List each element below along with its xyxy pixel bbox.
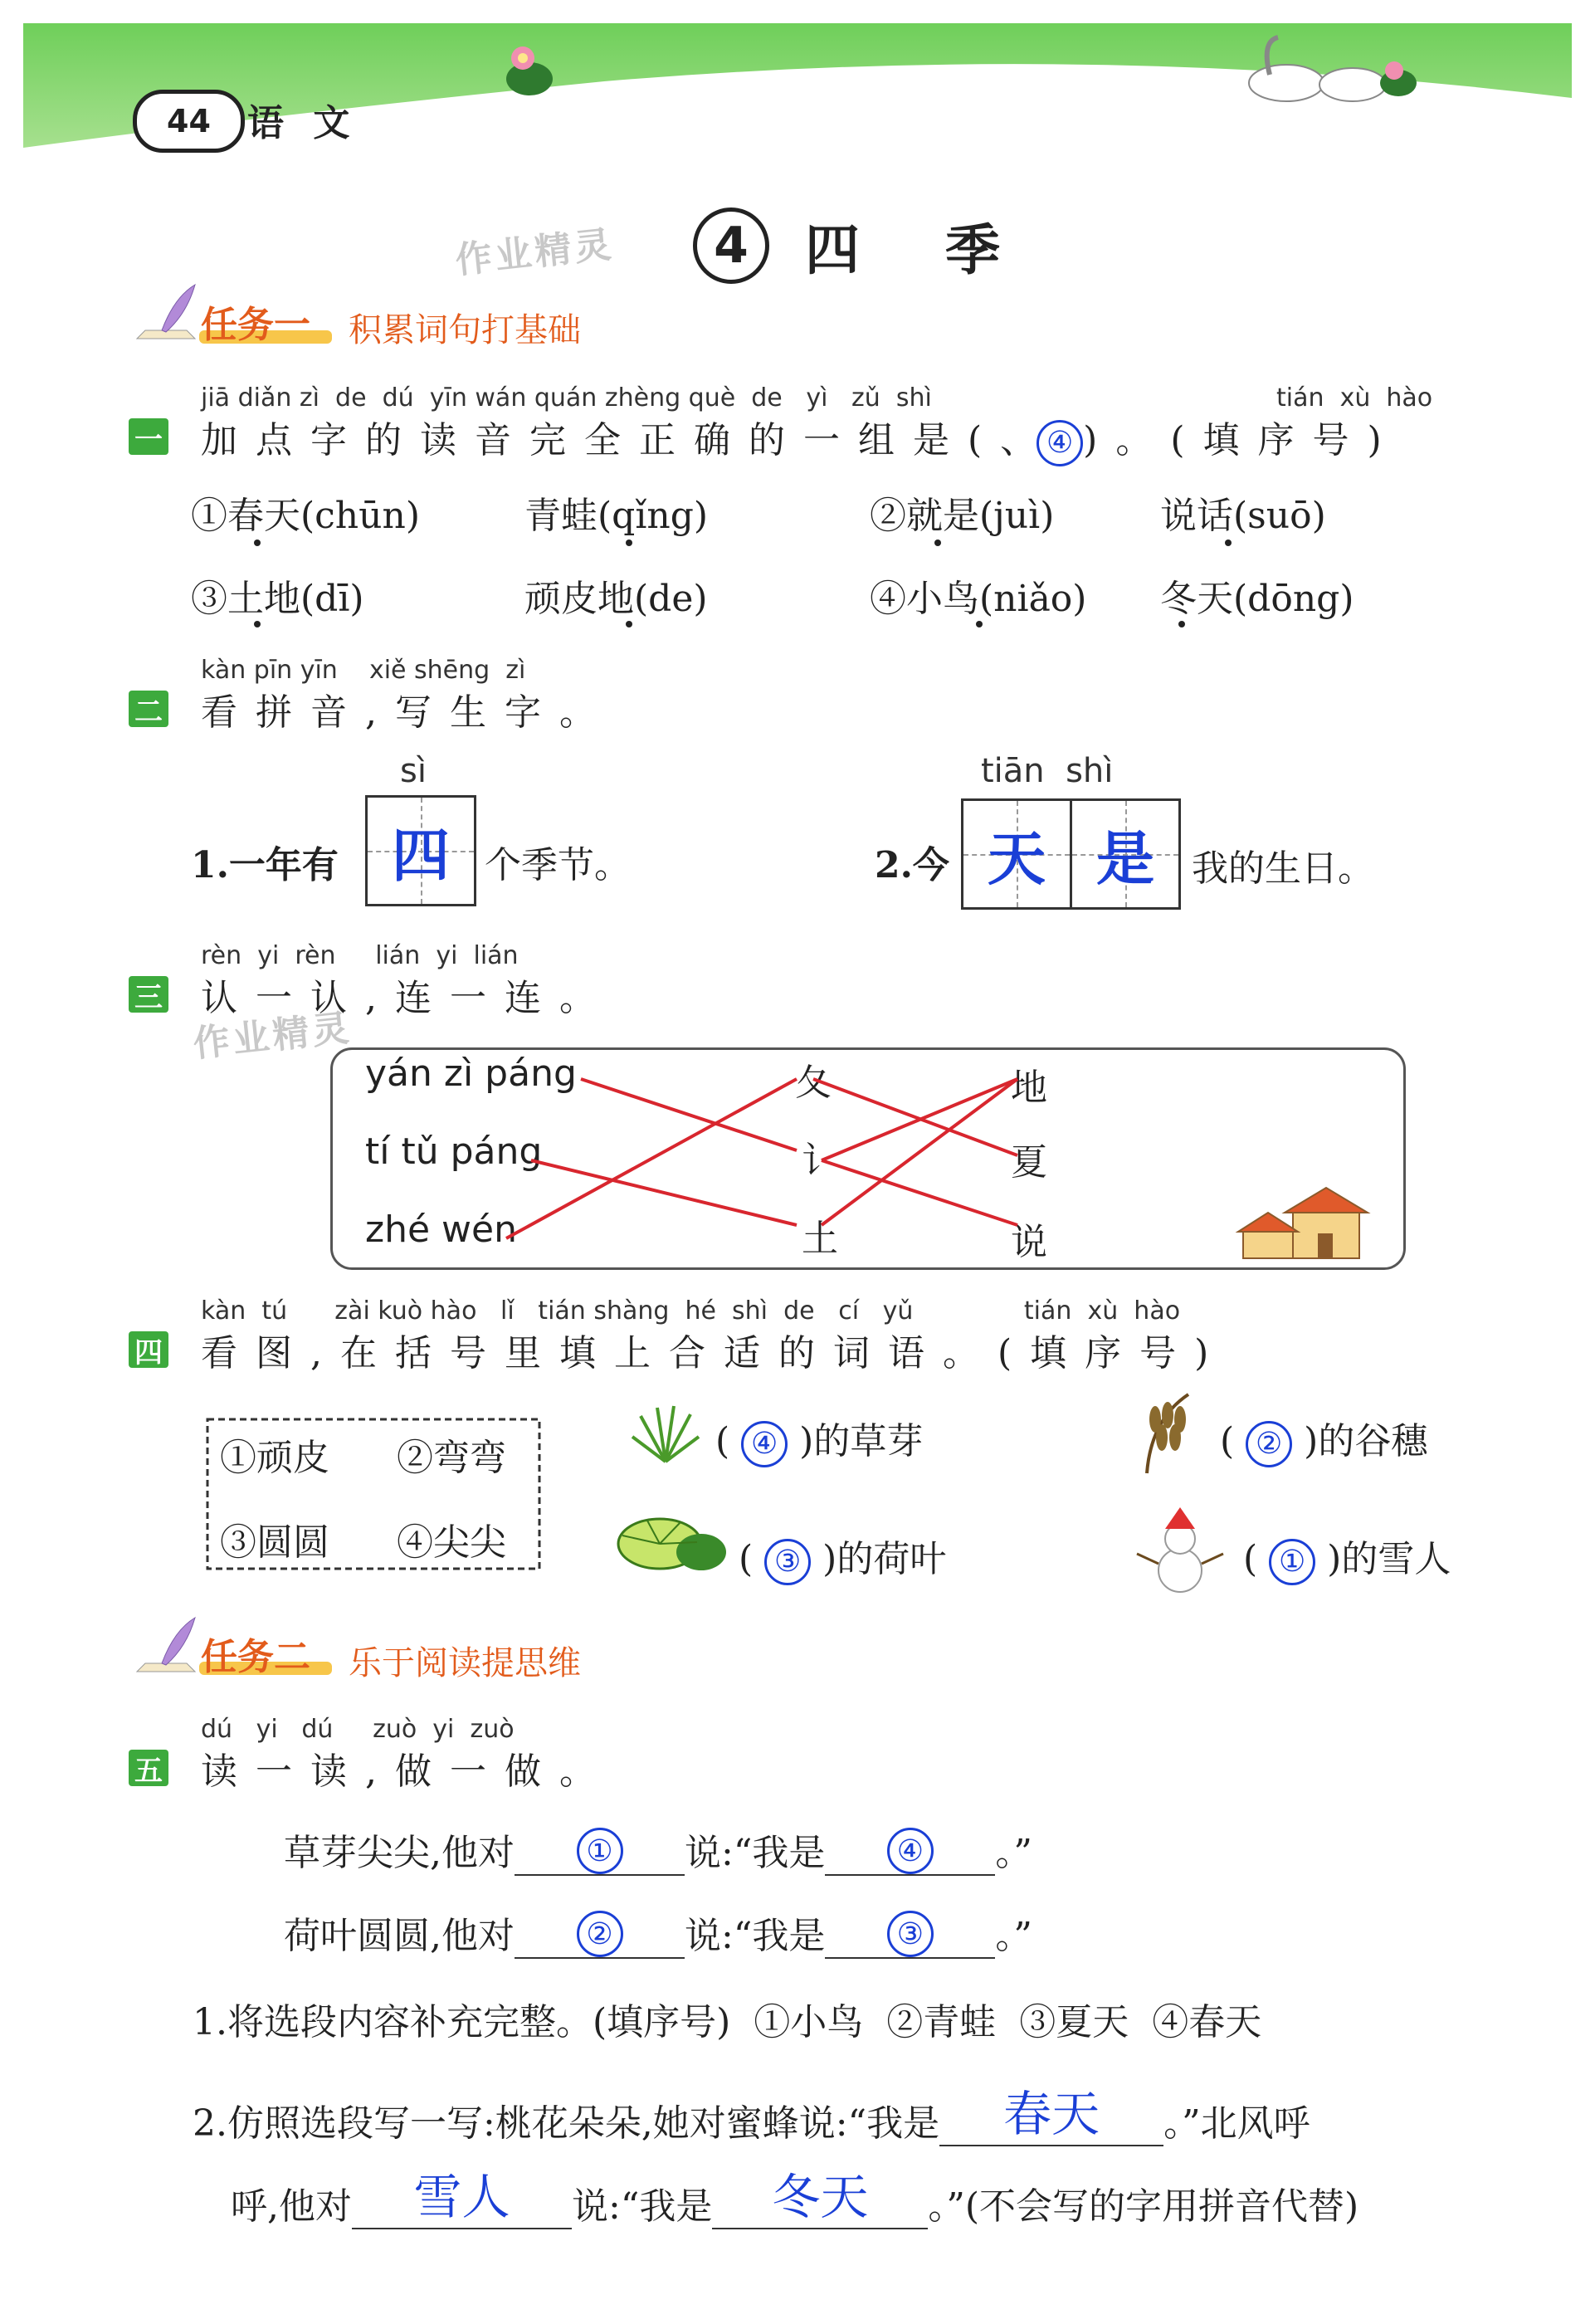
sec2-q1-answer: 四	[392, 820, 450, 890]
subject-label: 语 文	[247, 102, 359, 144]
match-middle-item: 土	[802, 1218, 838, 1260]
task1-title: 任务一	[201, 305, 310, 345]
passage-blank[interactable]	[515, 1828, 685, 1877]
sec2-question: 看拼音,写生字。	[201, 691, 614, 734]
grass-sprout-icon	[624, 1399, 707, 1466]
sec4-item-label: )的荷叶	[822, 1538, 947, 1580]
writing-grid[interactable]	[365, 795, 476, 906]
sec4-answer: ③	[764, 1539, 811, 1585]
q2-text: 。”(不会写的字用拼音代替)	[928, 2185, 1359, 2228]
task1-subtitle: 积累词句打基础	[349, 312, 581, 349]
passage-text: 草芽尖尖,他对	[284, 1832, 515, 1874]
sec1-pinyin-tail: tián xù hào	[1276, 383, 1433, 413]
sec1-badge: 一	[129, 418, 168, 455]
match-line	[531, 1160, 797, 1225]
task2-subtitle: 乐于阅读提思维	[349, 1645, 581, 1682]
sec5-q1: 1.将选段内容补充完整。(填序号) ①小鸟 ②青蛙 ③夏天 ④春天	[193, 2001, 1262, 2043]
grain-ear-icon	[1130, 1386, 1205, 1477]
match-middle-item: 夂	[795, 1062, 832, 1104]
sec4-item: ( ① )的雪人	[1243, 1529, 1451, 1585]
sec1-pinyin: jiā diǎn zì de dú yīn wán quán zhèng què de yì zǔ shì	[201, 383, 932, 413]
sec4-item-label: )的谷穗	[1304, 1420, 1428, 1462]
sec4-item: ( ④ )的草芽	[715, 1411, 923, 1467]
sec1-option: ①春天(chūn)	[191, 495, 420, 537]
match-left-item: tí tǔ páng	[365, 1130, 543, 1173]
passage-answer: ③	[887, 1911, 934, 1957]
match-line	[822, 1160, 1017, 1225]
sec4-answer: ②	[1246, 1421, 1292, 1467]
sec2-q1-pre: 1.一年有	[191, 844, 339, 886]
sec1-option: 青蛙(qǐng)	[524, 495, 709, 537]
passage-line	[284, 1823, 1032, 1876]
q2-text: 呼,他对	[231, 2185, 352, 2228]
passage-text: 说:“我是	[685, 1915, 826, 1957]
writing-grid[interactable]	[961, 798, 1072, 910]
passage-text: 荷叶圆圆,他对	[284, 1915, 515, 1957]
sec1-text-a: 加点字的读音完全正确的一组是(	[201, 419, 1001, 461]
sec4-item-label: )的草芽	[799, 1420, 924, 1462]
sec4-badge: 四	[129, 1331, 168, 1368]
q2-text: 2.仿照选段写一写:桃花朵朵,她对蜜蜂说:“我是	[193, 2102, 940, 2145]
feather-pen-icon	[129, 1614, 203, 1680]
sec1-text-b: )。(填序号)	[1083, 419, 1400, 461]
sec4-answer: ①	[1269, 1539, 1315, 1585]
sec1-option: ②就是(juì)	[870, 495, 1055, 537]
sec5-question: 读一读,做一做。	[201, 1750, 614, 1793]
sec4-pinyin: kàn tú zài kuò hào lǐ tián shàng hé shì de cí yǔ tián xù hào	[201, 1296, 1181, 1326]
passage-text: 说:“我是	[685, 1832, 826, 1874]
word-choice: ①顽皮	[220, 1437, 329, 1479]
sec2-q2-answer-2: 是	[1096, 823, 1154, 893]
match-line	[822, 1079, 1017, 1160]
sec2-badge: 二	[129, 691, 168, 727]
sec2-q1-post: 个季节。	[485, 844, 631, 886]
passage-text: 。”	[995, 1915, 1032, 1957]
sec1-question: 加点字的读音完全正确的一组是(、 ④ )。(填序号)	[201, 410, 1400, 466]
sec5-pinyin: dú yi dú zuò yi zuò	[201, 1715, 515, 1744]
passage-blank[interactable]	[825, 1828, 995, 1877]
passage-answer: ②	[577, 1911, 623, 1957]
watermark: 作业精灵	[191, 1008, 354, 1065]
q2-blank[interactable]: 雪人	[352, 2158, 572, 2229]
passage-text: 。”	[995, 1832, 1032, 1874]
sec4-item-label: )的雪人	[1327, 1538, 1451, 1580]
lesson-number: 4	[693, 208, 769, 284]
match-right-item: 说	[1011, 1221, 1047, 1263]
sec2-q1-pinyin: sì	[400, 752, 427, 790]
page-number: 44	[133, 90, 245, 153]
watermark: 作业精灵	[453, 224, 617, 281]
passage-blank[interactable]	[825, 1911, 995, 1960]
sec1-option: ③土地(dī)	[191, 578, 364, 620]
sec4-item: ( ② )的谷穗	[1220, 1411, 1427, 1467]
match-right-item: 地	[1011, 1067, 1047, 1109]
sec3-badge: 三	[129, 976, 168, 1013]
match-middle-item: 讠	[802, 1140, 838, 1182]
sec1-option: 冬天(dōng)	[1160, 578, 1354, 620]
task2-title: 任务二	[201, 1637, 310, 1677]
sec3-pinyin: rèn yi rèn lián yi lián	[201, 941, 519, 970]
lesson-title: 四 季	[805, 217, 1033, 282]
house-icon	[1235, 1184, 1401, 1267]
passage-line	[284, 1906, 1032, 1959]
lotus-leaf-icon	[614, 1511, 730, 1577]
word-choice: ③圆圆	[220, 1521, 329, 1564]
writing-grid[interactable]	[1070, 798, 1181, 910]
sec4-answer: ④	[741, 1421, 788, 1467]
sec5-q2-line1	[193, 2075, 1310, 2146]
passage-answer: ①	[577, 1828, 623, 1874]
sec2-q2-pinyin: tiān shì	[981, 752, 1114, 790]
sec5-q2-line2	[231, 2158, 1358, 2229]
sec4-question: 看图,在括号里填上合适的词语。(填序号)	[201, 1332, 1227, 1374]
sec1-option: 顽皮地(de)	[524, 578, 708, 620]
match-left-item: zhé wén	[365, 1208, 517, 1251]
word-choice: ②弯弯	[397, 1437, 506, 1479]
match-line	[822, 1079, 1017, 1225]
sec1-answer: ④	[1037, 420, 1083, 466]
sec2-pinyin: kàn pīn yīn xiě shēng zì	[201, 656, 526, 685]
word-choice: ④尖尖	[397, 1521, 506, 1564]
passage-blank[interactable]	[515, 1911, 685, 1960]
match-right-item: 夏	[1011, 1141, 1047, 1184]
match-left-item: yán zì páng	[365, 1052, 577, 1095]
q2-text: 。”北风呼	[1163, 2102, 1310, 2145]
sec4-item: ( ③ )的荷叶	[739, 1529, 946, 1585]
sec2-q2-pre: 2.今	[875, 844, 949, 886]
sec5-badge: 五	[129, 1750, 168, 1786]
sec1-option: ④小鸟(niǎo)	[870, 578, 1087, 620]
sec1-option: 说话(suō)	[1160, 495, 1326, 537]
q2-text: 说:“我是	[572, 2185, 713, 2228]
sec2-q2-answer-1: 天	[988, 823, 1046, 893]
q2-blank[interactable]: 冬天	[712, 2158, 928, 2229]
sec2-q2-post: 我的生日。	[1192, 847, 1374, 890]
q2-blank[interactable]: 春天	[939, 2075, 1163, 2146]
passage-answer: ④	[887, 1828, 934, 1874]
snowman-icon	[1130, 1504, 1230, 1595]
sec3-question: 认一认,连一连。	[201, 977, 614, 1019]
